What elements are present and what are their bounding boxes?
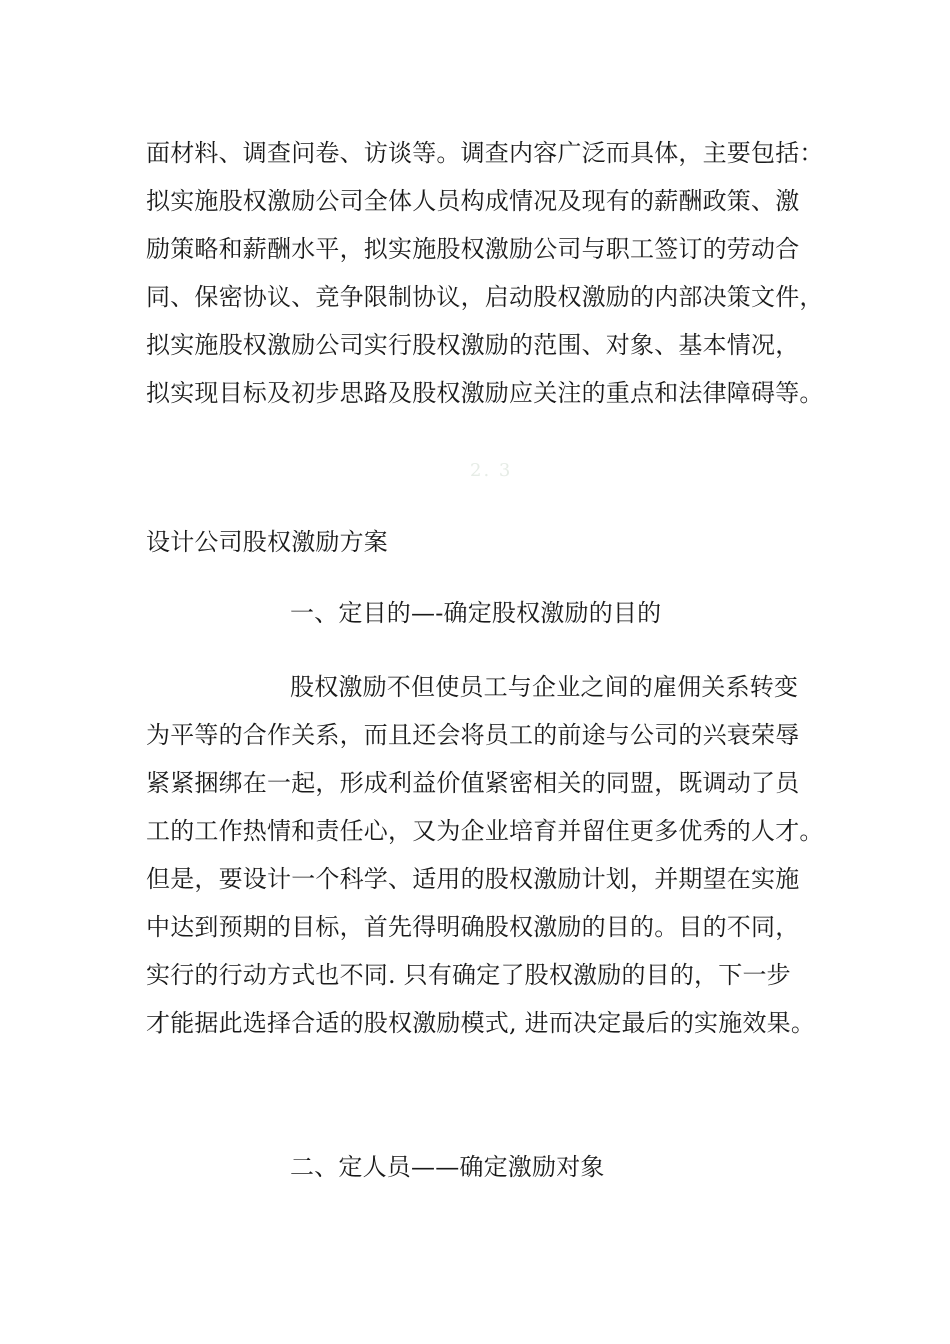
heading-personnel: 二、定人员——确定激励对象 xyxy=(290,1153,605,1181)
paragraph-line: 为平等的合作关系，而且还会将员工的前途与公司的兴衰荣辱 xyxy=(146,721,800,749)
paragraph-line: 拟实施股权激励公司实行股权激励的范围、对象、基本情况， xyxy=(146,331,800,359)
paragraph-line: 拟实施股权激励公司全体人员构成情况及现有的薪酬政策、激 xyxy=(146,187,800,215)
paragraph-line: 面材料、调查问卷、访谈等。调查内容广泛而具体，主要包括： xyxy=(146,139,824,167)
paragraph-line: 同、保密协议、竞争限制协议，启动股权激励的内部决策文件， xyxy=(146,283,824,311)
paragraph-line: 紧紧捆绑在一起，形成利益价值紧密相关的同盟，既调动了员 xyxy=(146,769,800,797)
paragraph-line: 但是，要设计一个科学、适用的股权激励计划，并期望在实施 xyxy=(146,865,800,893)
paragraph-line: 股权激励不但使员工与企业之间的雇佣关系转变 xyxy=(290,673,799,701)
paragraph-line: 拟实现目标及初步思路及股权激励应关注的重点和法律障碍等。 xyxy=(146,379,824,407)
faint-section-number: 2. 3 xyxy=(470,460,513,481)
paragraph-line: 中达到预期的目标，首先得明确股权激励的目的。目的不同， xyxy=(146,913,800,941)
paragraph-line: 励策略和薪酬水平，拟实施股权激励公司与职工签订的劳动合 xyxy=(146,235,800,263)
paragraph-line: 实行的行动方式也不同. 只有确定了股权激励的目的，下一步 xyxy=(146,961,791,989)
heading-purpose: 一、定目的—-确定股权激励的目的 xyxy=(290,599,662,627)
paragraph-line: 工的工作热情和责任心，又为企业培育并留住更多优秀的人才。 xyxy=(146,817,824,845)
paragraph-line: 才能据此选择合适的股权激励模式, 进而决定最后的实施效果。 xyxy=(146,1009,816,1037)
section-title: 设计公司股权激励方案 xyxy=(146,528,388,556)
